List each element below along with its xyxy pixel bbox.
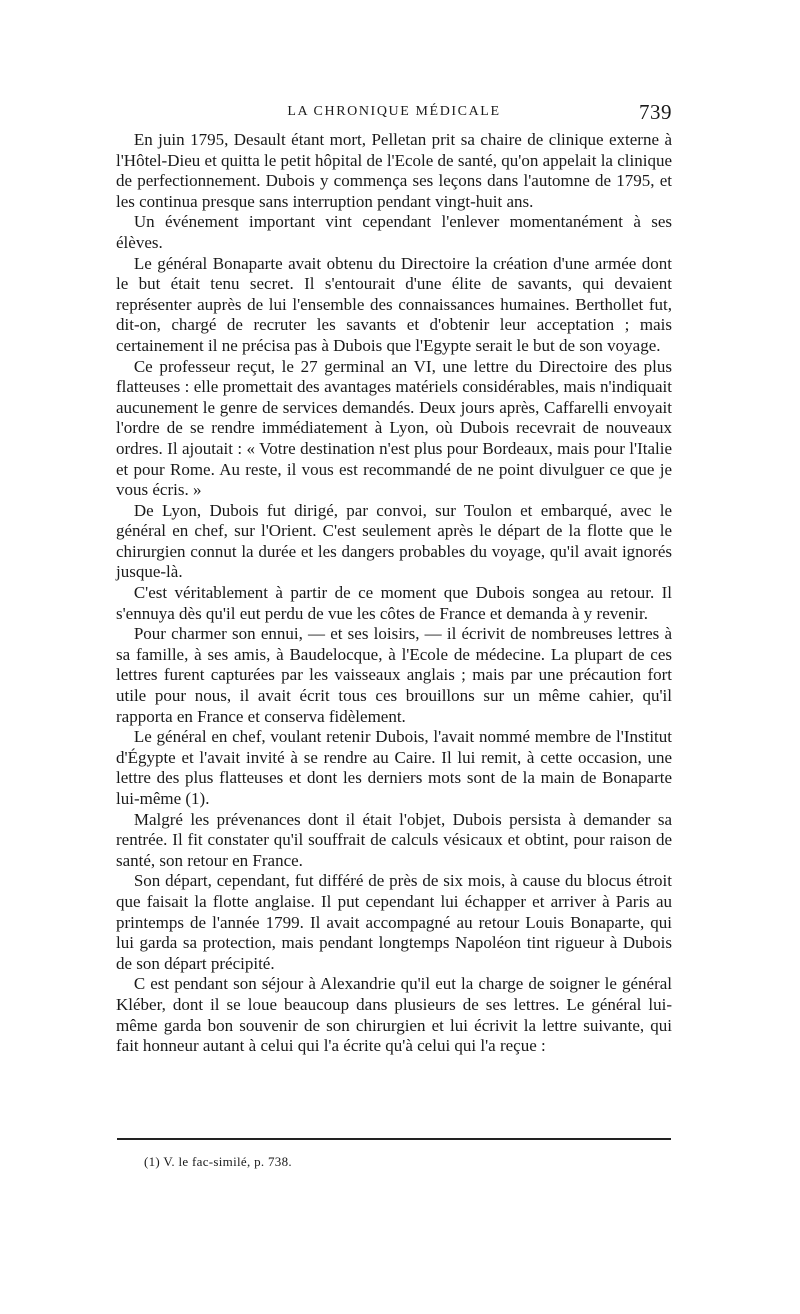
paragraph: Malgré les prévenances dont il était l'objet, Dubois persista à demander sa rentrée. Il fit constater qu'il souffrait de calculs vésicaux et obtint, pour raison de santé, son retour en France. (116, 809, 672, 870)
paragraph: Un événement important vint cependant l'enlever momentanément à ses élèves. (116, 212, 672, 252)
paragraph: Ce professeur reçut, le 27 germinal an VI, une lettre du Directoire des plus flatteuses : elle promettait des avantages matériels considérables, mais n'indiquait aucunement le genre de services demandés. Deux jours après, Caffarelli envoyait l'ordre de se rendre immédiatement à Lyon, où Dubois recevrait de nouveaux ordres. Il ajoutait : « Votre destination n'est plus pour Bordeaux, mais pour l'Italie et pour Rome. Au reste, il vous est recommandé de ne point divulguer ce que je vous écris. » (116, 356, 672, 500)
body-text (116, 130, 672, 1057)
running-head (116, 100, 672, 130)
running-title: LA CHRONIQUE MÉDICALE (287, 104, 501, 119)
paragraph: Son départ, cependant, fut différé de près de six mois, à cause du blocus étroit que faisait la flotte anglaise. Il put cependant lui échapper et arriver à Paris au printemps de l'année 1799. Il avait accompagné au retour Louis Bonaparte, qui lui garda sa protection, mais pendant longtemps Napoléon tint rigueur à Dubois de son départ précipité. (116, 871, 672, 973)
page-number: 739 (639, 100, 672, 124)
page (116, 100, 672, 1057)
footnote: (1) V. le fac-similé, p. 738. (144, 1154, 292, 1169)
paragraph: C'est véritablement à partir de ce moment que Dubois songea au retour. Il s'ennuya dès qu'il eut perdu de vue les côtes de France et demanda à y revenir. (116, 583, 672, 623)
paragraph: Le général en chef, voulant retenir Dubois, l'avait nommé membre de l'Institut d'Égypte et l'avait invité à se rendre au Caire. Il lui remit, à cette occasion, une lettre des plus flatteuses et dont les derniers mots sont de la main de Bonaparte lui-même (1). (116, 727, 672, 808)
paragraph: Pour charmer son ennui, — et ses loisirs, — il écrivit de nombreuses lettres à sa famille, à ses amis, à Baudelocque, à l'Ecole de médecine. La plupart de ces lettres furent capturées par les vaisseaux anglais ; mais par une précaution fort utile pour nous, il avait écrit tous ces brouillons sur un même cahier, qu'il rapporta en France et conserva fidèlement. (116, 624, 672, 726)
footnote-rule (117, 1138, 671, 1140)
paragraph: Le général Bonaparte avait obtenu du Directoire la création d'une armée dont le but était tenu secret. Il s'entourait d'une élite de savants, qui devaient représenter auprès de lui l'ensemble des connaissances humaines. Berthollet fut, dit-on, chargé de recruter les savants et d'obtenir leur acceptation ; mais certainement il ne précisa pas à Dubois que l'Egypte serait le but de son voyage. (116, 253, 672, 355)
paragraph: De Lyon, Dubois fut dirigé, par convoi, sur Toulon et embarqué, avec le général en chef, sur l'Orient. C'est seulement après le départ de la flotte que le chirurgien connut la durée et les dangers probables du voyage, qu'il avait ignorés jusque-là. (116, 500, 672, 582)
paragraph: C est pendant son séjour à Alexandrie qu'il eut la charge de soigner le général Kléber, dont il se loue beaucoup dans plusieurs de ses lettres. Le général lui-même garda bon souvenir de son chirurgien et lui écrivit la lettre suivante, qui fait honneur autant à celui qui l'a écrite qu'à celui qui l'a reçue : (116, 974, 672, 1056)
paragraph: En juin 1795, Desault étant mort, Pelletan prit sa chaire de clinique externe à l'Hôtel-Dieu et quitta le petit hôpital de l'Ecole de santé, qu'on appelait la clinique de perfectionnement. Dubois y commença ses leçons dans l'automne de 1795, et les continua presque sans interruption pendant vingt-huit ans. (116, 130, 672, 211)
